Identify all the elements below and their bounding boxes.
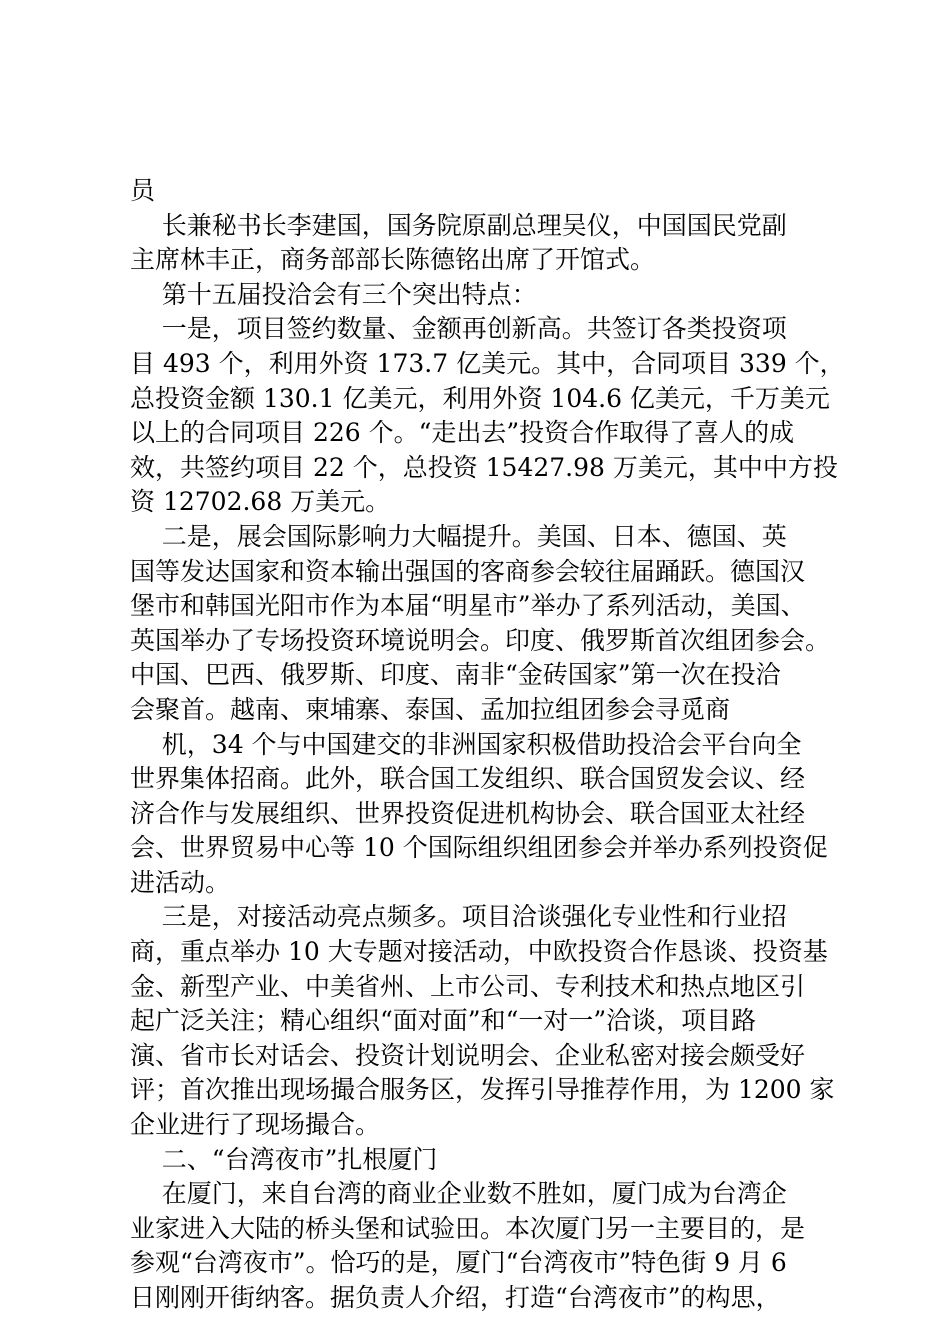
- text-line: 长兼秘书长李建国，国务院原副总理吴仪，中国国民党副: [130, 210, 787, 240]
- text-line: 评；首次推出现场撮合服务区，发挥引导推荐作用，为 1200 家: [130, 1075, 835, 1105]
- text-line: 日刚刚开街纳客。据负责人介绍，打造“台湾夜市”的构思，: [130, 1283, 781, 1312]
- text-line: 总投资金额 130.1 亿美元，利用外资 104.6 亿美元，千万美元: [130, 383, 830, 413]
- text-line: 世界集体招商。此外，联合国工发组织、联合国贸发会议、经: [130, 764, 806, 794]
- text-line: 三是，对接活动亮点频多。项目洽谈强化专业性和行业招: [130, 902, 787, 932]
- text-line: 堡市和韩国光阳市作为本届“明星市”举办了系列活动，美国、: [130, 591, 806, 621]
- text-line: 参观“台湾夜市”。恰巧的是，厦门“台湾夜市”特色街 9 月 6: [130, 1248, 787, 1278]
- text-line: 主席林丰正，商务部部长陈德铭出席了开馆式。: [130, 245, 656, 275]
- text-line: 以上的合同项目 226 个。“走出去”投资合作取得了喜人的成: [130, 418, 795, 448]
- text-line: 演、省市长对话会、投资计划说明会、企业私密对接会颇受好: [130, 1040, 806, 1070]
- text-line: 二是，展会国际影响力大幅提升。美国、日本、德国、英: [130, 521, 787, 551]
- document-body-text: [130, 174, 845, 1316]
- text-line: 起广泛关注；精心组织“面对面”和“一对一”洽谈，项目路: [130, 1006, 757, 1036]
- text-line: 一是，项目签约数量、金额再创新高。共签订各类投资项: [130, 314, 787, 344]
- text-line: 会、世界贸易中心等 10 个国际组织组团参会并举办系列投资促: [130, 833, 828, 863]
- text-line: 资 12702.68 万美元。: [130, 487, 391, 517]
- text-line: 金、新型产业、中美省州、上市公司、专利技术和热点地区引: [130, 971, 806, 1001]
- text-line: 英国举办了专场投资环境说明会。印度、俄罗斯首次组团参会。: [130, 625, 831, 655]
- text-line: 会聚首。越南、柬埔寨、泰国、孟加拉组团参会寻觅商: [130, 694, 731, 724]
- text-line: 效，共签约项目 22 个，总投资 15427.98 万美元，其中中方投: [130, 452, 838, 482]
- text-line: 济合作与发展组织、世界投资促进机构协会、联合国亚太社经: [130, 798, 806, 828]
- text-line: 业家进入大陆的桥头堡和试验田。本次厦门另一主要目的，是: [130, 1213, 806, 1243]
- text-line: 企业进行了现场撮合。: [130, 1110, 381, 1140]
- text-line: 第十五届投洽会有三个突出特点：: [130, 279, 537, 309]
- text-line: 员: [130, 176, 156, 205]
- text-line: 商，重点举办 10 大专题对接活动，中欧投资合作恳谈、投资基: [130, 937, 828, 967]
- text-line: 二、“台湾夜市”扎根厦门: [130, 1144, 438, 1174]
- text-line: 机，34 个与中国建交的非洲国家积极借助投洽会平台向全: [130, 729, 802, 759]
- text-line: 在厦门，来自台湾的商业企业数不胜如，厦门成为台湾企: [130, 1179, 787, 1209]
- text-line: 进活动。: [130, 867, 231, 897]
- text-line: 中国、巴西、俄罗斯、印度、南非“金砖国家”第一次在投洽: [130, 660, 781, 690]
- text-line: 国等发达国家和资本输出强国的客商参会较往届踊跃。德国汉: [130, 556, 806, 586]
- text-line: 目 493 个，利用外资 173.7 亿美元。其中，合同项目 339 个，: [130, 348, 845, 378]
